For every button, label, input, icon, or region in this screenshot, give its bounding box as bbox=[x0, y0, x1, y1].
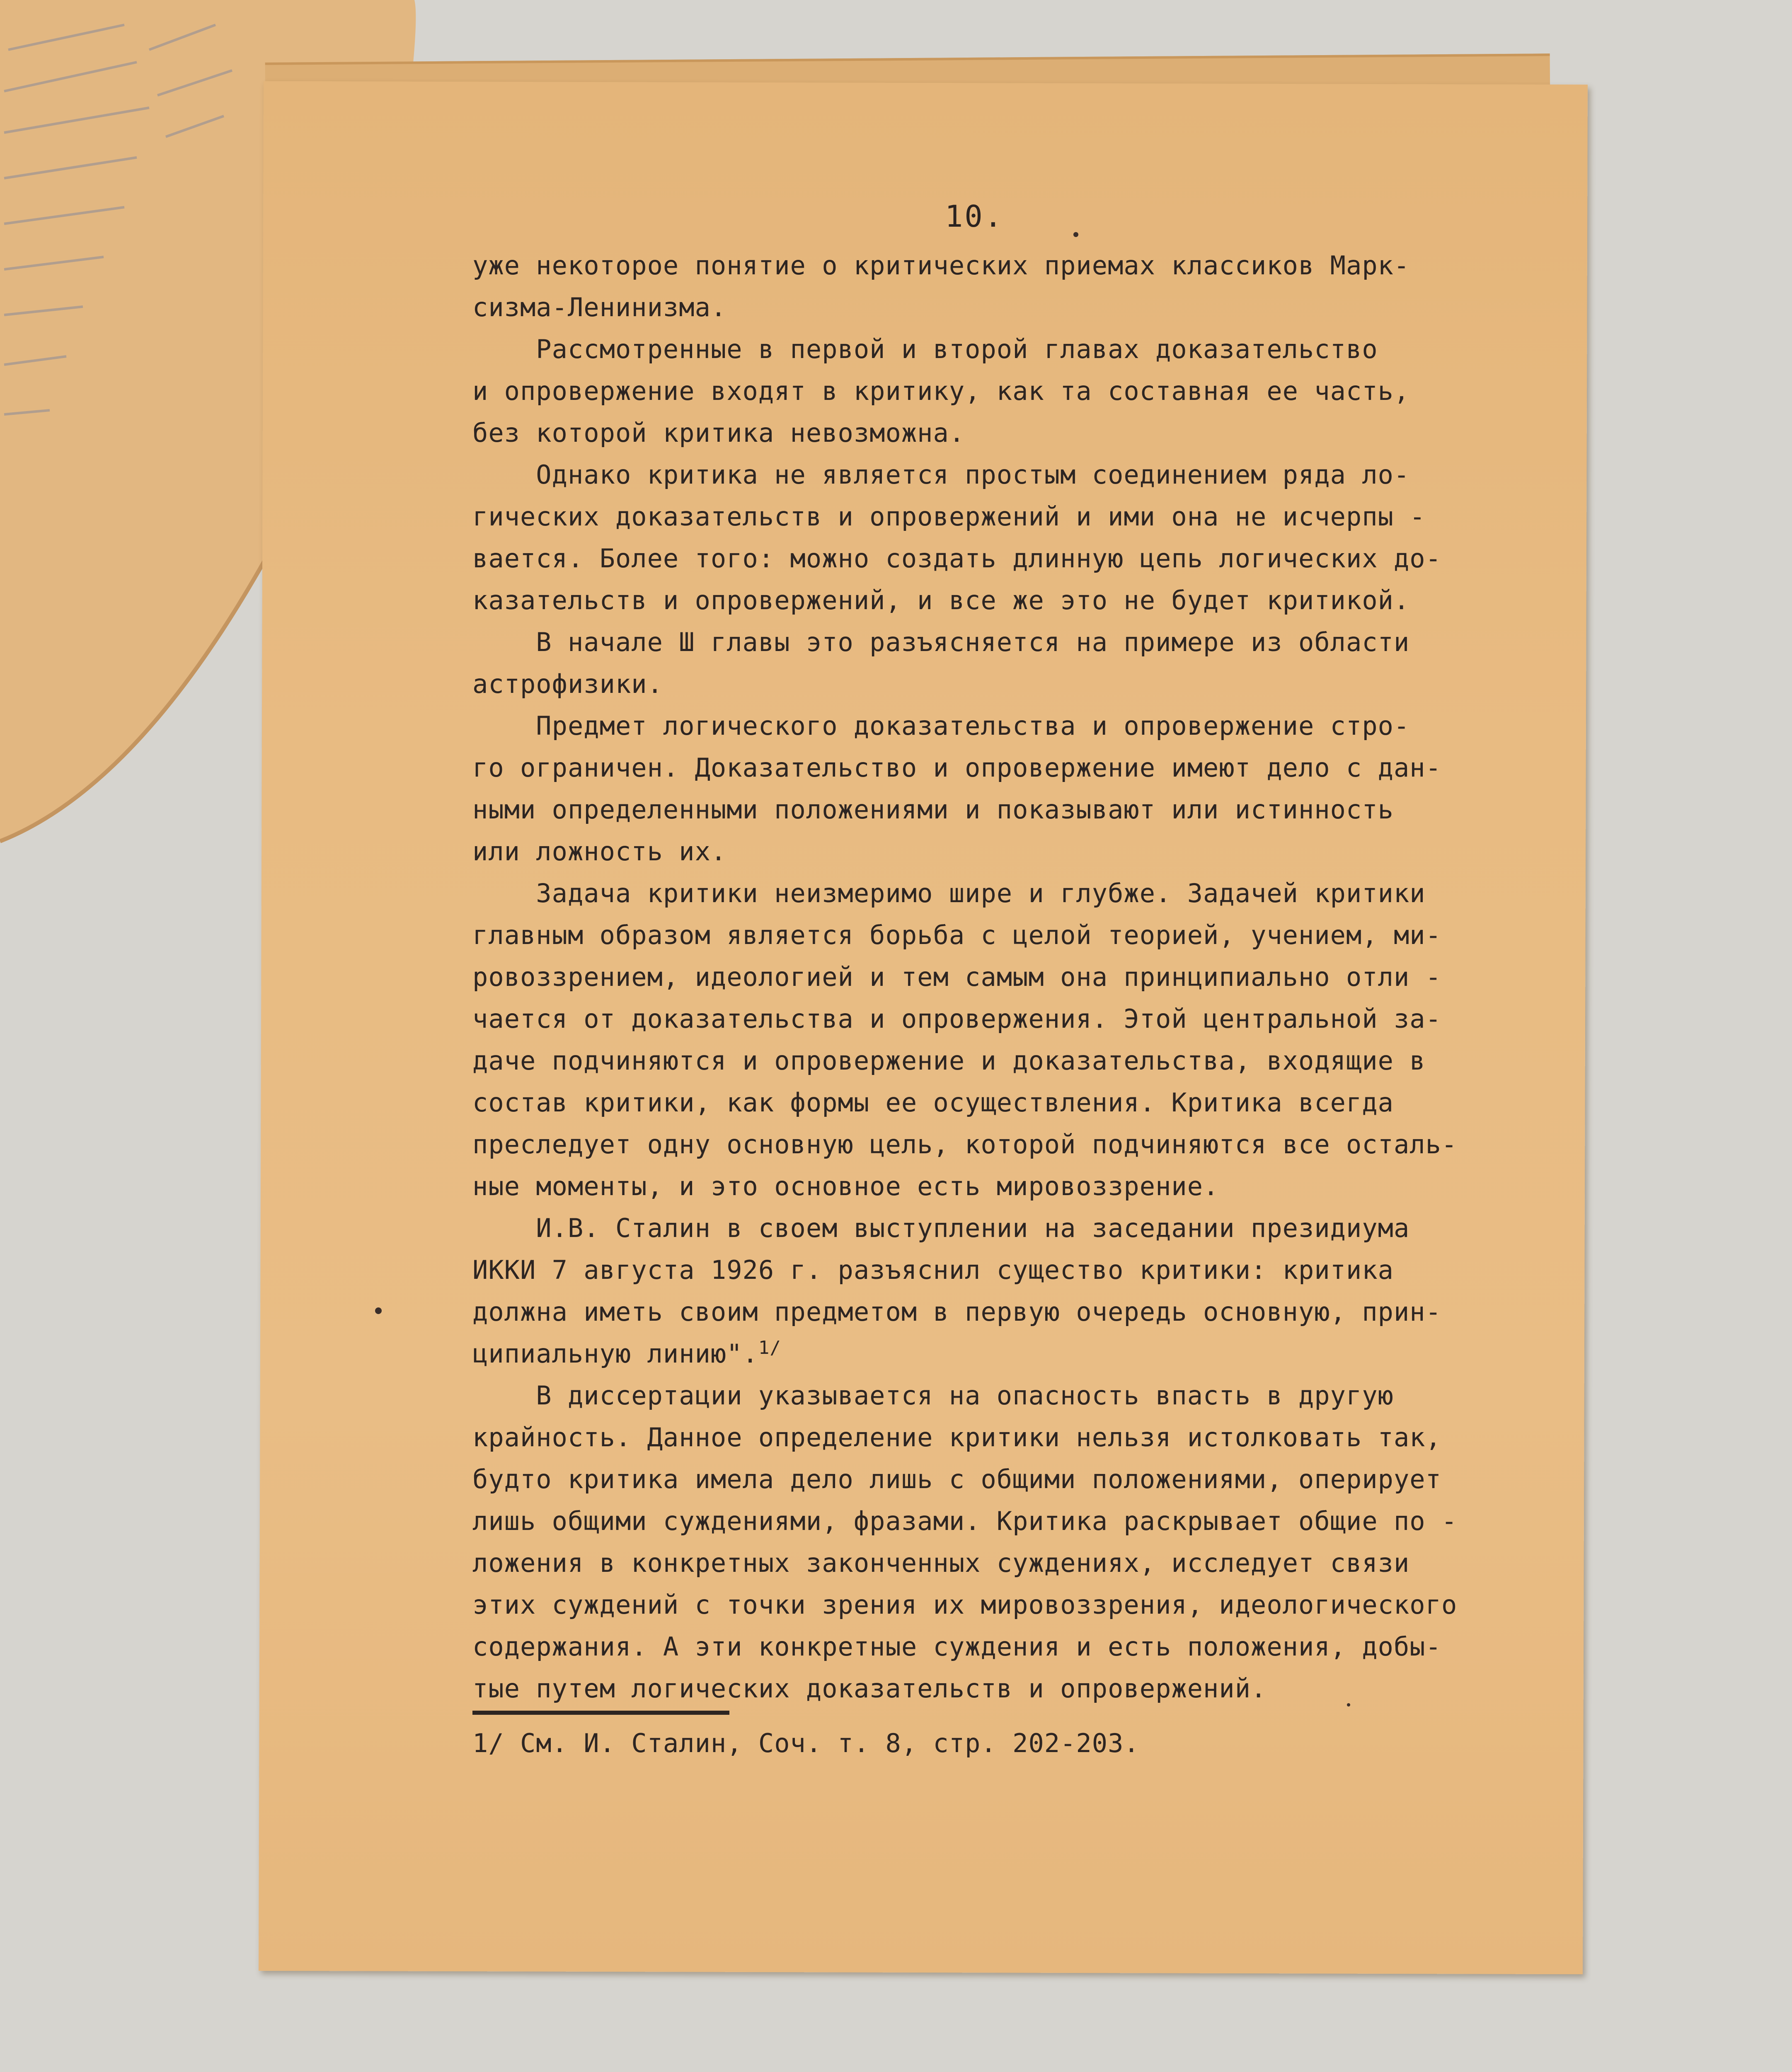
text-line: ложения в конкретных законченных суждениях, исследует связи bbox=[472, 1548, 1410, 1578]
footnote-mark: 1/ bbox=[758, 1337, 781, 1358]
text-line: ные моменты, и это основное есть мировоззрение. bbox=[472, 1171, 1219, 1201]
page-number: 10. bbox=[945, 199, 1004, 234]
text-line: Задача критики неизмеримо шире и глубже. Задачей критики bbox=[472, 878, 1426, 908]
text-line: ровоззрением, идеологией и тем самым она принципиально отли - bbox=[472, 962, 1441, 992]
text-line: состав критики, как формы ее осуществления. Критика всегда bbox=[472, 1087, 1394, 1118]
text-line: гических доказательств и опровержений и ими она не исчерпы - bbox=[472, 501, 1426, 532]
text-line: ципиальную линию". bbox=[472, 1339, 758, 1369]
footnote-text: 1/ См. И. Сталин, Соч. т. 8, стр. 202-203. bbox=[472, 1728, 1140, 1758]
text-line: чается от доказательства и опровержения. Этой центральной за- bbox=[472, 1004, 1441, 1034]
typed-body-text bbox=[472, 244, 1533, 1709]
text-line: без которой критика невозможна. bbox=[472, 418, 965, 448]
footnote-rule bbox=[472, 1711, 729, 1715]
text-line: казательств и опровержений, и все же это не будет критикой. bbox=[472, 585, 1410, 615]
text-line-with-footnote-mark bbox=[472, 1333, 1533, 1375]
text-line: главным образом является борьба с целой теорией, учением, ми- bbox=[472, 920, 1441, 950]
text-line: Предмет логического доказательства и опровержение стро- bbox=[472, 711, 1410, 741]
text-line: сизма-Ленинизма. bbox=[472, 292, 727, 322]
text-line: должна иметь своим предметом в первую очередь основную, прин- bbox=[472, 1297, 1441, 1327]
text-line: И.В. Сталин в своем выступлении на заседании президиума bbox=[472, 1213, 1410, 1243]
text-line: крайность. Данное определение критики нельзя истолковать так, bbox=[472, 1422, 1441, 1452]
text-line: этих суждений с точки зрения их мировоззрения, идеологического bbox=[472, 1590, 1458, 1620]
ink-speck bbox=[1347, 1703, 1350, 1706]
text-line: содержания. А эти конкретные суждения и есть положения, добы- bbox=[472, 1631, 1441, 1662]
text-line: уже некоторое понятие о критических приемах классиков Марк- bbox=[472, 250, 1410, 281]
text-line: В диссертации указывается на опасность впасть в другую bbox=[472, 1380, 1394, 1411]
ink-speck bbox=[375, 1307, 382, 1314]
text-line: вается. Более того: можно создать длинную цепь логических до- bbox=[472, 543, 1441, 574]
text-line: Однако критика не является простым соединением ряда ло- bbox=[472, 460, 1410, 490]
text-line: В начале Ш главы это разъясняется на примере из области bbox=[472, 627, 1410, 657]
text-line: Рассмотренные в первой и второй главах доказательство bbox=[472, 334, 1378, 364]
text-line: преследует одну основную цель, которой подчиняются все осталь- bbox=[472, 1129, 1458, 1159]
text-line: ными определенными положениями и показывают или истинность bbox=[472, 794, 1394, 825]
ink-speck bbox=[1073, 232, 1078, 237]
text-line: даче подчиняются и опровержение и доказательства, входящие в bbox=[472, 1046, 1426, 1076]
text-line: го ограничен. Доказательство и опровержение имеют дело с дан- bbox=[472, 753, 1441, 783]
text-line: астрофизики. bbox=[472, 669, 663, 699]
text-line: ИККИ 7 августа 1926 г. разъяснил существо критики: критика bbox=[472, 1255, 1394, 1285]
text-line: лишь общими суждениями, фразами. Критика раскрывает общие по - bbox=[472, 1506, 1458, 1536]
text-line: или ложность их. bbox=[472, 836, 727, 867]
text-line: тые путем логических доказательств и опровержений. bbox=[472, 1673, 1267, 1704]
text-line: будто критика имела дело лишь с общими положениями, оперирует bbox=[472, 1464, 1441, 1494]
text-line: и опровержение входят в критику, как та составная ее часть, bbox=[472, 376, 1410, 406]
